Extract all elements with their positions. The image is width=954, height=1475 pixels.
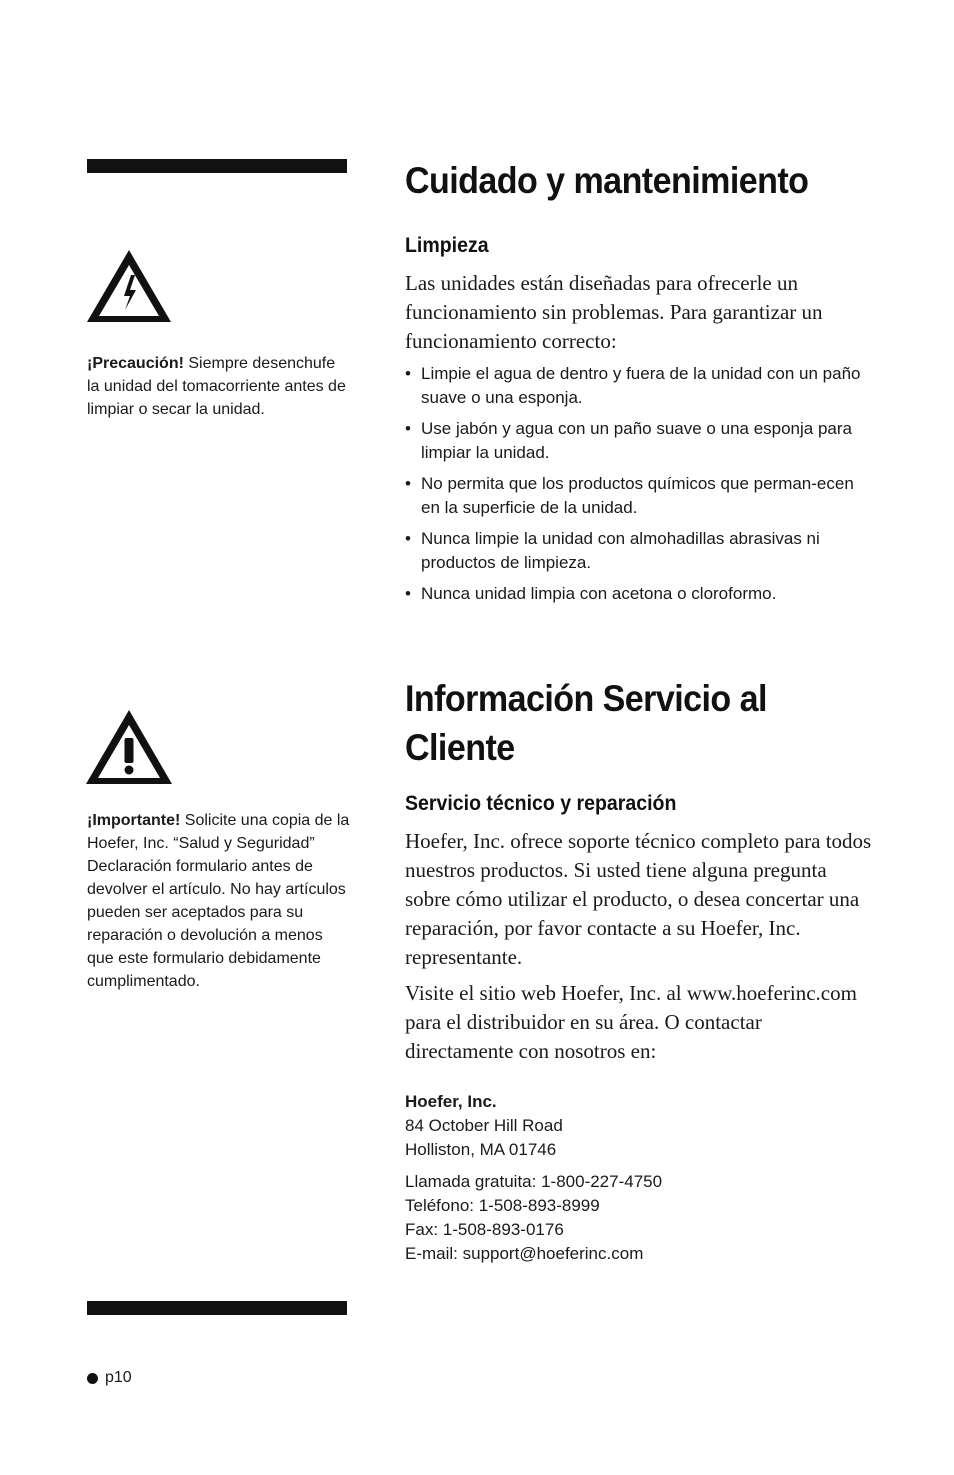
tollfree-number: Llamada gratuita: 1-800-227-4750: [405, 1172, 663, 1191]
list-item: • Nunca unidad limpia con acetona o cloroformo.: [405, 584, 777, 603]
service-section: [405, 674, 875, 1266]
company-name: Hoefer, Inc.: [405, 1092, 497, 1111]
caution-note: [87, 352, 352, 421]
warning-icon: [85, 706, 175, 786]
list-item: • Limpie el agua de dentro y fuera de la unidad con un paño suave o una esponja.: [405, 364, 861, 407]
bullet-dot-icon: [87, 1373, 98, 1384]
page-number: p10: [105, 1369, 132, 1386]
fax-number: Fax: 1-508-893-0176: [405, 1220, 564, 1239]
service-subtitle: Servicio técnico y reparación: [405, 792, 677, 815]
address-line-1: 84 October Hill Road: [405, 1116, 563, 1135]
cleaning-list: [405, 362, 875, 606]
list-item: • Use jabón y agua con un paño suave o una esponja para limpiar la unidad.: [405, 419, 852, 462]
care-title: Cuidado y mantenimiento: [405, 160, 809, 201]
page-footer: [87, 1366, 132, 1390]
cleaning-intro: Las unidades están diseñadas para ofrecerle un funcionamiento sin problemas. Para garantizar un funcionamiento correcto:: [405, 271, 823, 353]
important-note: [87, 809, 352, 993]
important-text: Solicite una copia de la Hoefer, Inc. “Salud y Seguridad” Declaración formulario antes de devolver el artículo. No hay artículos pueden ser aceptados para su reparación o devolución a menos que este formulario debidamente cumplimentado.: [87, 812, 350, 990]
top-rule: [87, 159, 347, 173]
bottom-rule: [87, 1301, 347, 1315]
contact-numbers: [405, 1170, 875, 1266]
caution-text: Siempre desenchufe la unidad del tomacorriente antes de limpiar o secar la unidad.: [87, 355, 346, 418]
service-title-line1: Información Servicio al: [405, 678, 767, 719]
electrical-hazard-icon: [85, 245, 175, 325]
important-label: ¡Importante!: [87, 812, 181, 829]
service-paragraph-2: Visite el sitio web Hoefer, Inc. al www.hoeferinc.com para el distribuidor en su área. O contactar directamente con nosotros en:: [405, 981, 857, 1063]
service-paragraph-1: Hoefer, Inc. ofrece soporte técnico completo para todos nuestros productos. Si usted tiene alguna pregunta sobre cómo utilizar el producto, o desea concertar una reparación, por favor contacte a su Hoefer, Inc. representante.: [405, 829, 872, 969]
phone-number: Teléfono: 1-508-893-8999: [405, 1196, 600, 1215]
caution-label: ¡Precaución!: [87, 355, 184, 372]
service-title-line2: Cliente: [405, 727, 515, 768]
list-item: • Nunca limpie la unidad con almohadillas abrasivas ni productos de limpieza.: [405, 529, 820, 572]
cleaning-subtitle: Limpieza: [405, 234, 489, 257]
care-section: [405, 156, 875, 613]
address-line-2: Holliston, MA 01746: [405, 1140, 557, 1159]
email-address: E-mail: support@hoeferinc.com: [405, 1244, 644, 1263]
contact-address: [405, 1090, 875, 1162]
list-item: • No permita que los productos químicos que perman-ecen en la superficie de la unidad.: [405, 474, 854, 517]
